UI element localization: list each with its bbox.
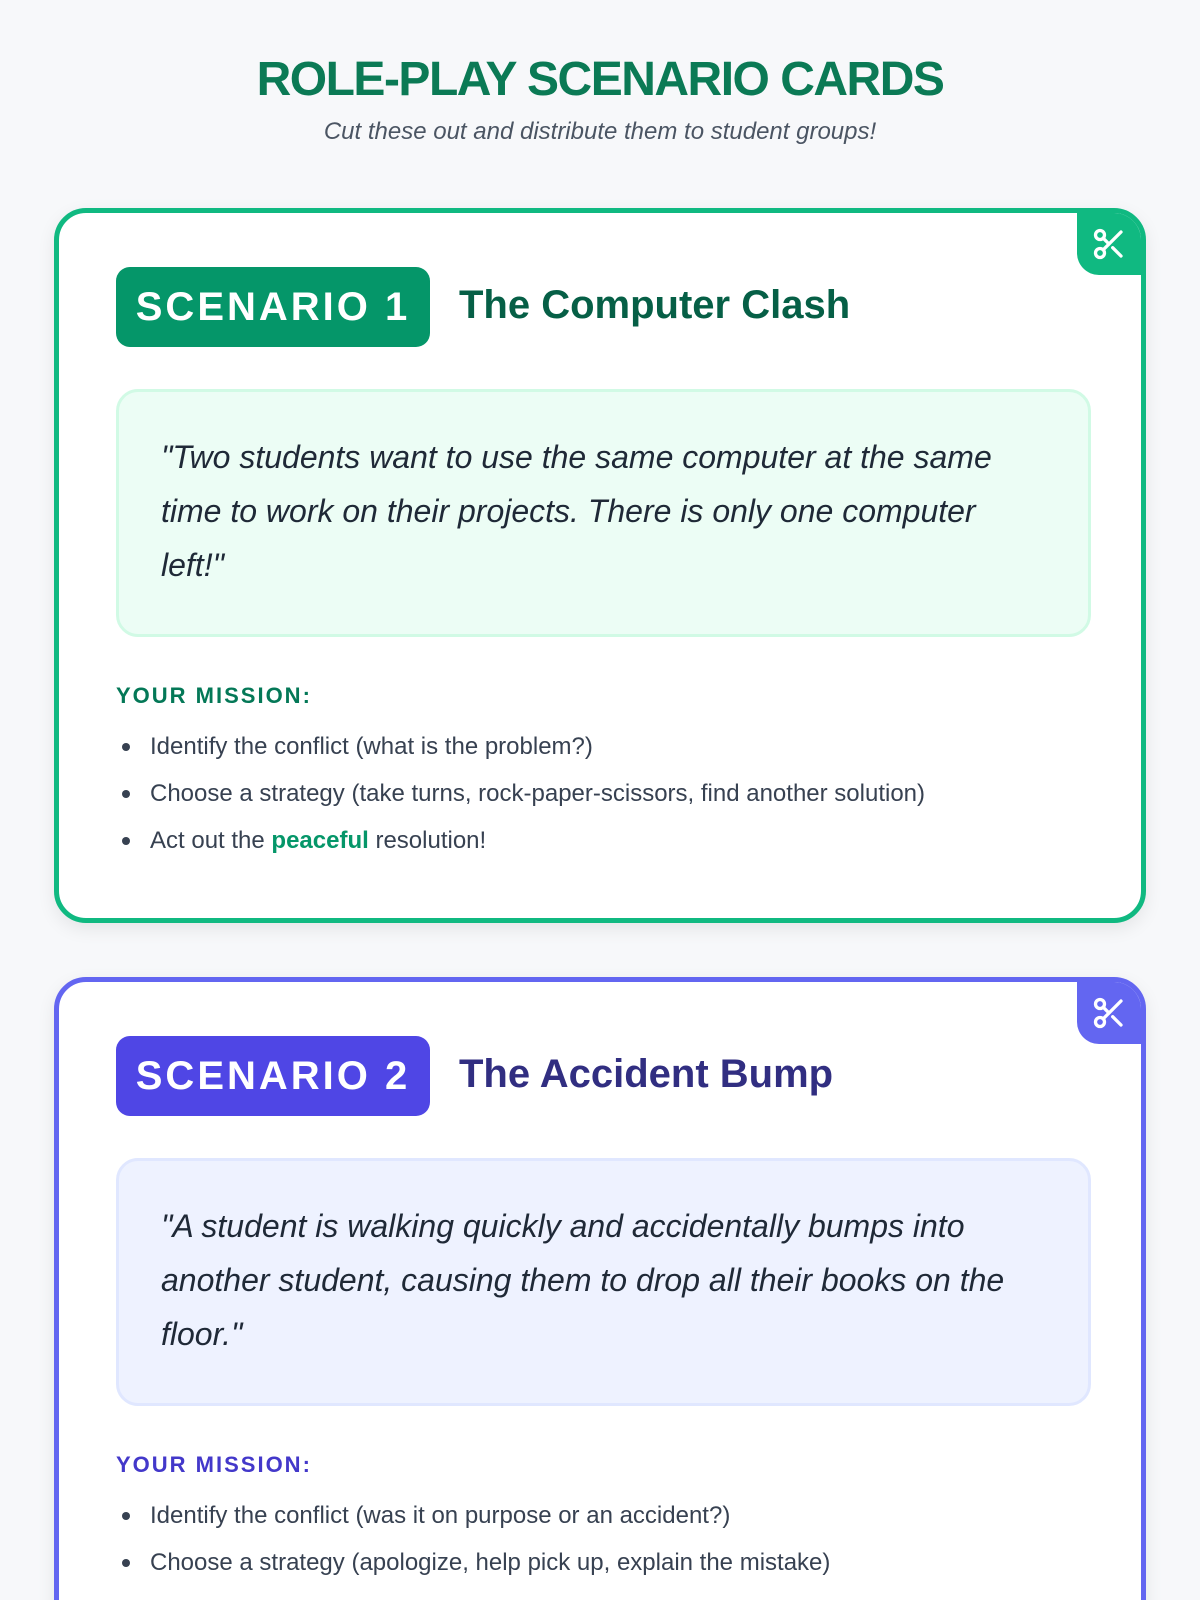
mission-item: Choose a strategy (take turns, rock-paper-scissors, find another solution) (116, 770, 1096, 817)
scenario-quote: "A student is walking quickly and accidentally bumps into another student, causing them to drop all their books on the floor." (116, 1158, 1091, 1406)
scissors-icon (1091, 226, 1127, 262)
scenario-quote: "Two students want to use the same computer at the same time to work on their projects. There is only one computer left!" (116, 389, 1091, 637)
mission-text: Act out the (150, 827, 272, 854)
page-title: ROLE-PLAY SCENARIO CARDS (256, 53, 944, 106)
mission-list (116, 1492, 1096, 1586)
cut-tab (1077, 213, 1141, 275)
mission-item (116, 817, 1096, 864)
highlight-word: peaceful (271, 827, 369, 854)
scenario-title: The Computer Clash (459, 283, 851, 327)
scissors-icon (1091, 995, 1127, 1031)
scenario-badge: SCENARIO 1 (116, 267, 430, 347)
page-subtitle: Cut these out and distribute them to student groups! (323, 118, 877, 145)
scenario-card-1 (54, 208, 1146, 923)
mission-list (116, 723, 1096, 864)
mission-label: YOUR MISSION: (116, 1452, 312, 1477)
mission-item: Identify the conflict (was it on purpose or an accident?) (116, 1492, 1096, 1539)
mission-text: resolution! (368, 827, 487, 854)
scenario-card-2 (54, 977, 1146, 1600)
cut-tab (1077, 982, 1141, 1044)
scenario-badge: SCENARIO 2 (116, 1036, 430, 1116)
mission-item: Choose a strategy (apologize, help pick up, explain the mistake) (116, 1539, 1096, 1586)
scenario-title: The Accident Bump (459, 1052, 834, 1096)
mission-item: Identify the conflict (what is the problem?) (116, 723, 1096, 770)
mission-label: YOUR MISSION: (116, 683, 312, 708)
